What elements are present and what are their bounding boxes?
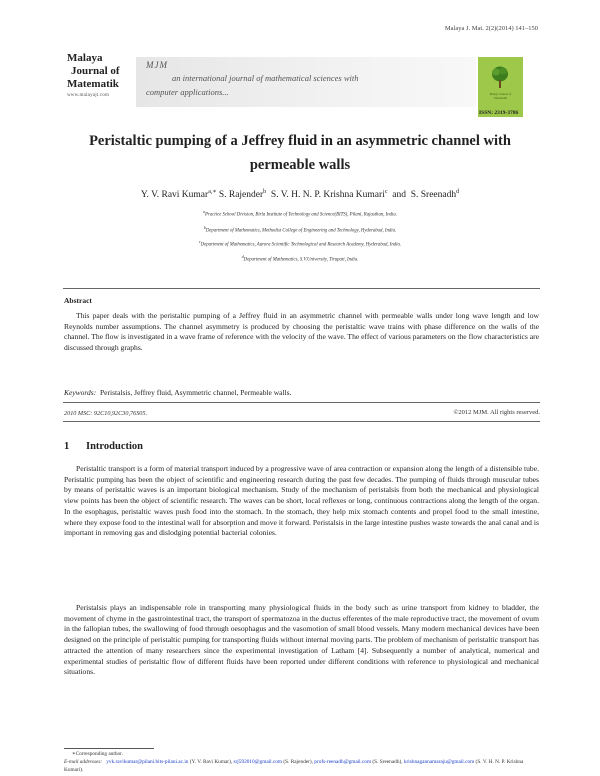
email-link[interactable]: krishnagannamaraju@gmail.com bbox=[403, 759, 475, 765]
keywords-label: Keywords: bbox=[64, 388, 97, 397]
journal-banner bbox=[136, 57, 476, 107]
author-sup: b bbox=[263, 189, 267, 195]
divider bbox=[63, 288, 540, 289]
msc-codes: 2010 MSC: 92C10,92C30,76S05. bbox=[64, 410, 148, 417]
intro-paragraph bbox=[64, 603, 539, 678]
email-label: E-mail addresses: bbox=[64, 759, 103, 765]
section-heading bbox=[64, 441, 143, 452]
paper-title-line-2: permeable walls bbox=[249, 157, 351, 173]
email-owner: (Y. V. Ravi Kumar), bbox=[188, 759, 234, 765]
footnote-emails bbox=[64, 759, 539, 774]
author-sup: d bbox=[456, 189, 460, 195]
journal-cover-image bbox=[478, 57, 523, 117]
email-owner: (S. Rajender), bbox=[282, 759, 315, 765]
author-name: S. Rajender bbox=[216, 190, 264, 201]
email-link[interactable]: profs-reenadh@gmail.com bbox=[314, 759, 372, 765]
affiliation bbox=[60, 239, 540, 248]
cover-title: Malaya Journal of Matematik bbox=[489, 92, 512, 100]
section-number: 1 bbox=[64, 441, 70, 452]
journal-url: www.malayajt.com bbox=[67, 93, 110, 98]
paragraph-text: Peristaltic transport is a form of material transport induced by a progressive wave of area contraction or expansion along the length of a distensible tube. Peristaltic pumping has been the object of scientific and engineering research during the past few decades. The pumping of fluids through muscular tubes by means of peristaltic waves is an important biological mechanism. Study of the mechanism of peristalsis from both the mechanical and physiological view points has been the object of scientific research. The waves can be short, local reflexes or long, continuous contractions along the length of the organ. In the esophagus, peristaltic waves push food into the stomach. In the stomach, they help mix stomach contents and propel food to the small intestine, where they expose food to the intestinal wall for absorption and move it forward. Peristalsis in the large intestine pushes waste towards the anal canal and is important in removing gas and dislodging potential bacterial colonies. bbox=[64, 464, 539, 538]
logo-line: Journal of bbox=[71, 65, 120, 77]
affil-text: Department of Mathematics, S.V.University, Tirupati, India. bbox=[243, 257, 359, 263]
affiliation bbox=[60, 225, 540, 234]
email-owner: (S. V. H. N. P. Krishna Kumari). bbox=[64, 759, 524, 773]
keywords bbox=[64, 388, 291, 397]
email-link[interactable]: yvk.ravikumar@pilani.bits-pilani.ac.in bbox=[106, 759, 189, 765]
affil-sup: c bbox=[198, 239, 201, 244]
tree-icon bbox=[490, 65, 510, 89]
journal-logo-text bbox=[67, 52, 125, 91]
logo-line: Malaya bbox=[67, 52, 103, 64]
banner-tagline-2: computer applications... bbox=[146, 87, 229, 97]
abstract-text: This paper deals with the peristaltic pumping of a Jeffrey fluid in an asymmetric channel with permeable walls under long wave length and low Reynolds number assumptions. The channel asymmetry is produced by choosing the peristaltic wave trains with phase difference on the walls of the channel. The flow is investigated in a wave frame of reference with the velocity of the wave. The effect of various parameters on the flow characteristics are discussed through graphs. bbox=[64, 311, 539, 353]
author-name: and S. Sreenadh bbox=[387, 190, 457, 201]
banner-tagline-1: an international journal of mathematical sciences with bbox=[172, 73, 359, 83]
affil-sup: b bbox=[203, 225, 206, 230]
author-sup: c bbox=[384, 189, 388, 195]
divider bbox=[63, 421, 540, 422]
intro-paragraph bbox=[64, 464, 539, 539]
affiliation bbox=[60, 254, 540, 263]
paper-title-line-1: Peristaltic pumping of a Jeffrey fluid in an asymmetric channel with bbox=[89, 133, 511, 149]
email-link[interactable]: srj592010@gmail.com bbox=[233, 759, 283, 765]
footnote-rule bbox=[64, 748, 154, 749]
author-name: S. V. H. N. P. Krishna Kumari bbox=[266, 190, 385, 201]
journal-reference: Malaya J. Mat. 2(2)(2014) 141–150 bbox=[444, 25, 538, 32]
email-owner: (S. Sreenadh), bbox=[371, 759, 404, 765]
keywords-text: Peristalsis, Jeffrey fluid, Asymmetric channel, Permeable walls. bbox=[99, 388, 292, 397]
affil-text: Practice School Division, Birla Institute of Technology and Science(BITS), Pilani, Rajasthan, India. bbox=[205, 212, 397, 218]
banner-mjm: MJM bbox=[146, 60, 168, 70]
paragraph-text: Peristalsis plays an indispensable role in transporting many physiological fluids in the body such as urine transport from kidney to bladder, the movement of chyme in the gastrointestinal tract, the transport of spermatozoa in the ductus efferentes of the male reproductive tract, the movement of ovum in the fallopian tubes, the swallowing of food through oesophagus and the vasomotion of small blood vessels. Many modern mechanical devices have been designed on the principle of peristaltic pumping for transporting fluids without internal moving parts. The problem of mechanism of peristaltic transport has attracted the attention of many researchers since the experimental investigation of Latham [4]. Subsequently a number of analytical, numerical and experimental studies of peristaltic flow of different fluids have been reported under different conditions with reference to physiological and mechanical situations. bbox=[64, 603, 539, 677]
logo-line: Matematik bbox=[67, 78, 119, 90]
affil-sup: d bbox=[241, 254, 244, 259]
abstract-heading: Abstract bbox=[64, 296, 92, 305]
author-sup: a,∗ bbox=[208, 189, 217, 195]
copyright: ©2012 MJM. All rights reserved. bbox=[453, 409, 540, 416]
divider bbox=[63, 402, 540, 403]
affil-text: Department of Mathematics, Methodist College of Engineering and Technology, Hyderabad, India. bbox=[205, 228, 397, 234]
author-list bbox=[60, 188, 540, 200]
affiliation bbox=[60, 209, 540, 218]
affil-text: Department of Mathematics, Aurora Scientific Technological and Research Academy, Hyderabad, India. bbox=[200, 242, 402, 248]
footnote-corresponding: ∗Corresponding author. bbox=[72, 751, 123, 757]
section-title: Introduction bbox=[86, 441, 143, 452]
affil-sup: a bbox=[203, 209, 206, 214]
author-name: Y. V. Ravi Kumar bbox=[140, 190, 209, 201]
issn-label: ISSN: 2319-3786 bbox=[479, 110, 519, 116]
